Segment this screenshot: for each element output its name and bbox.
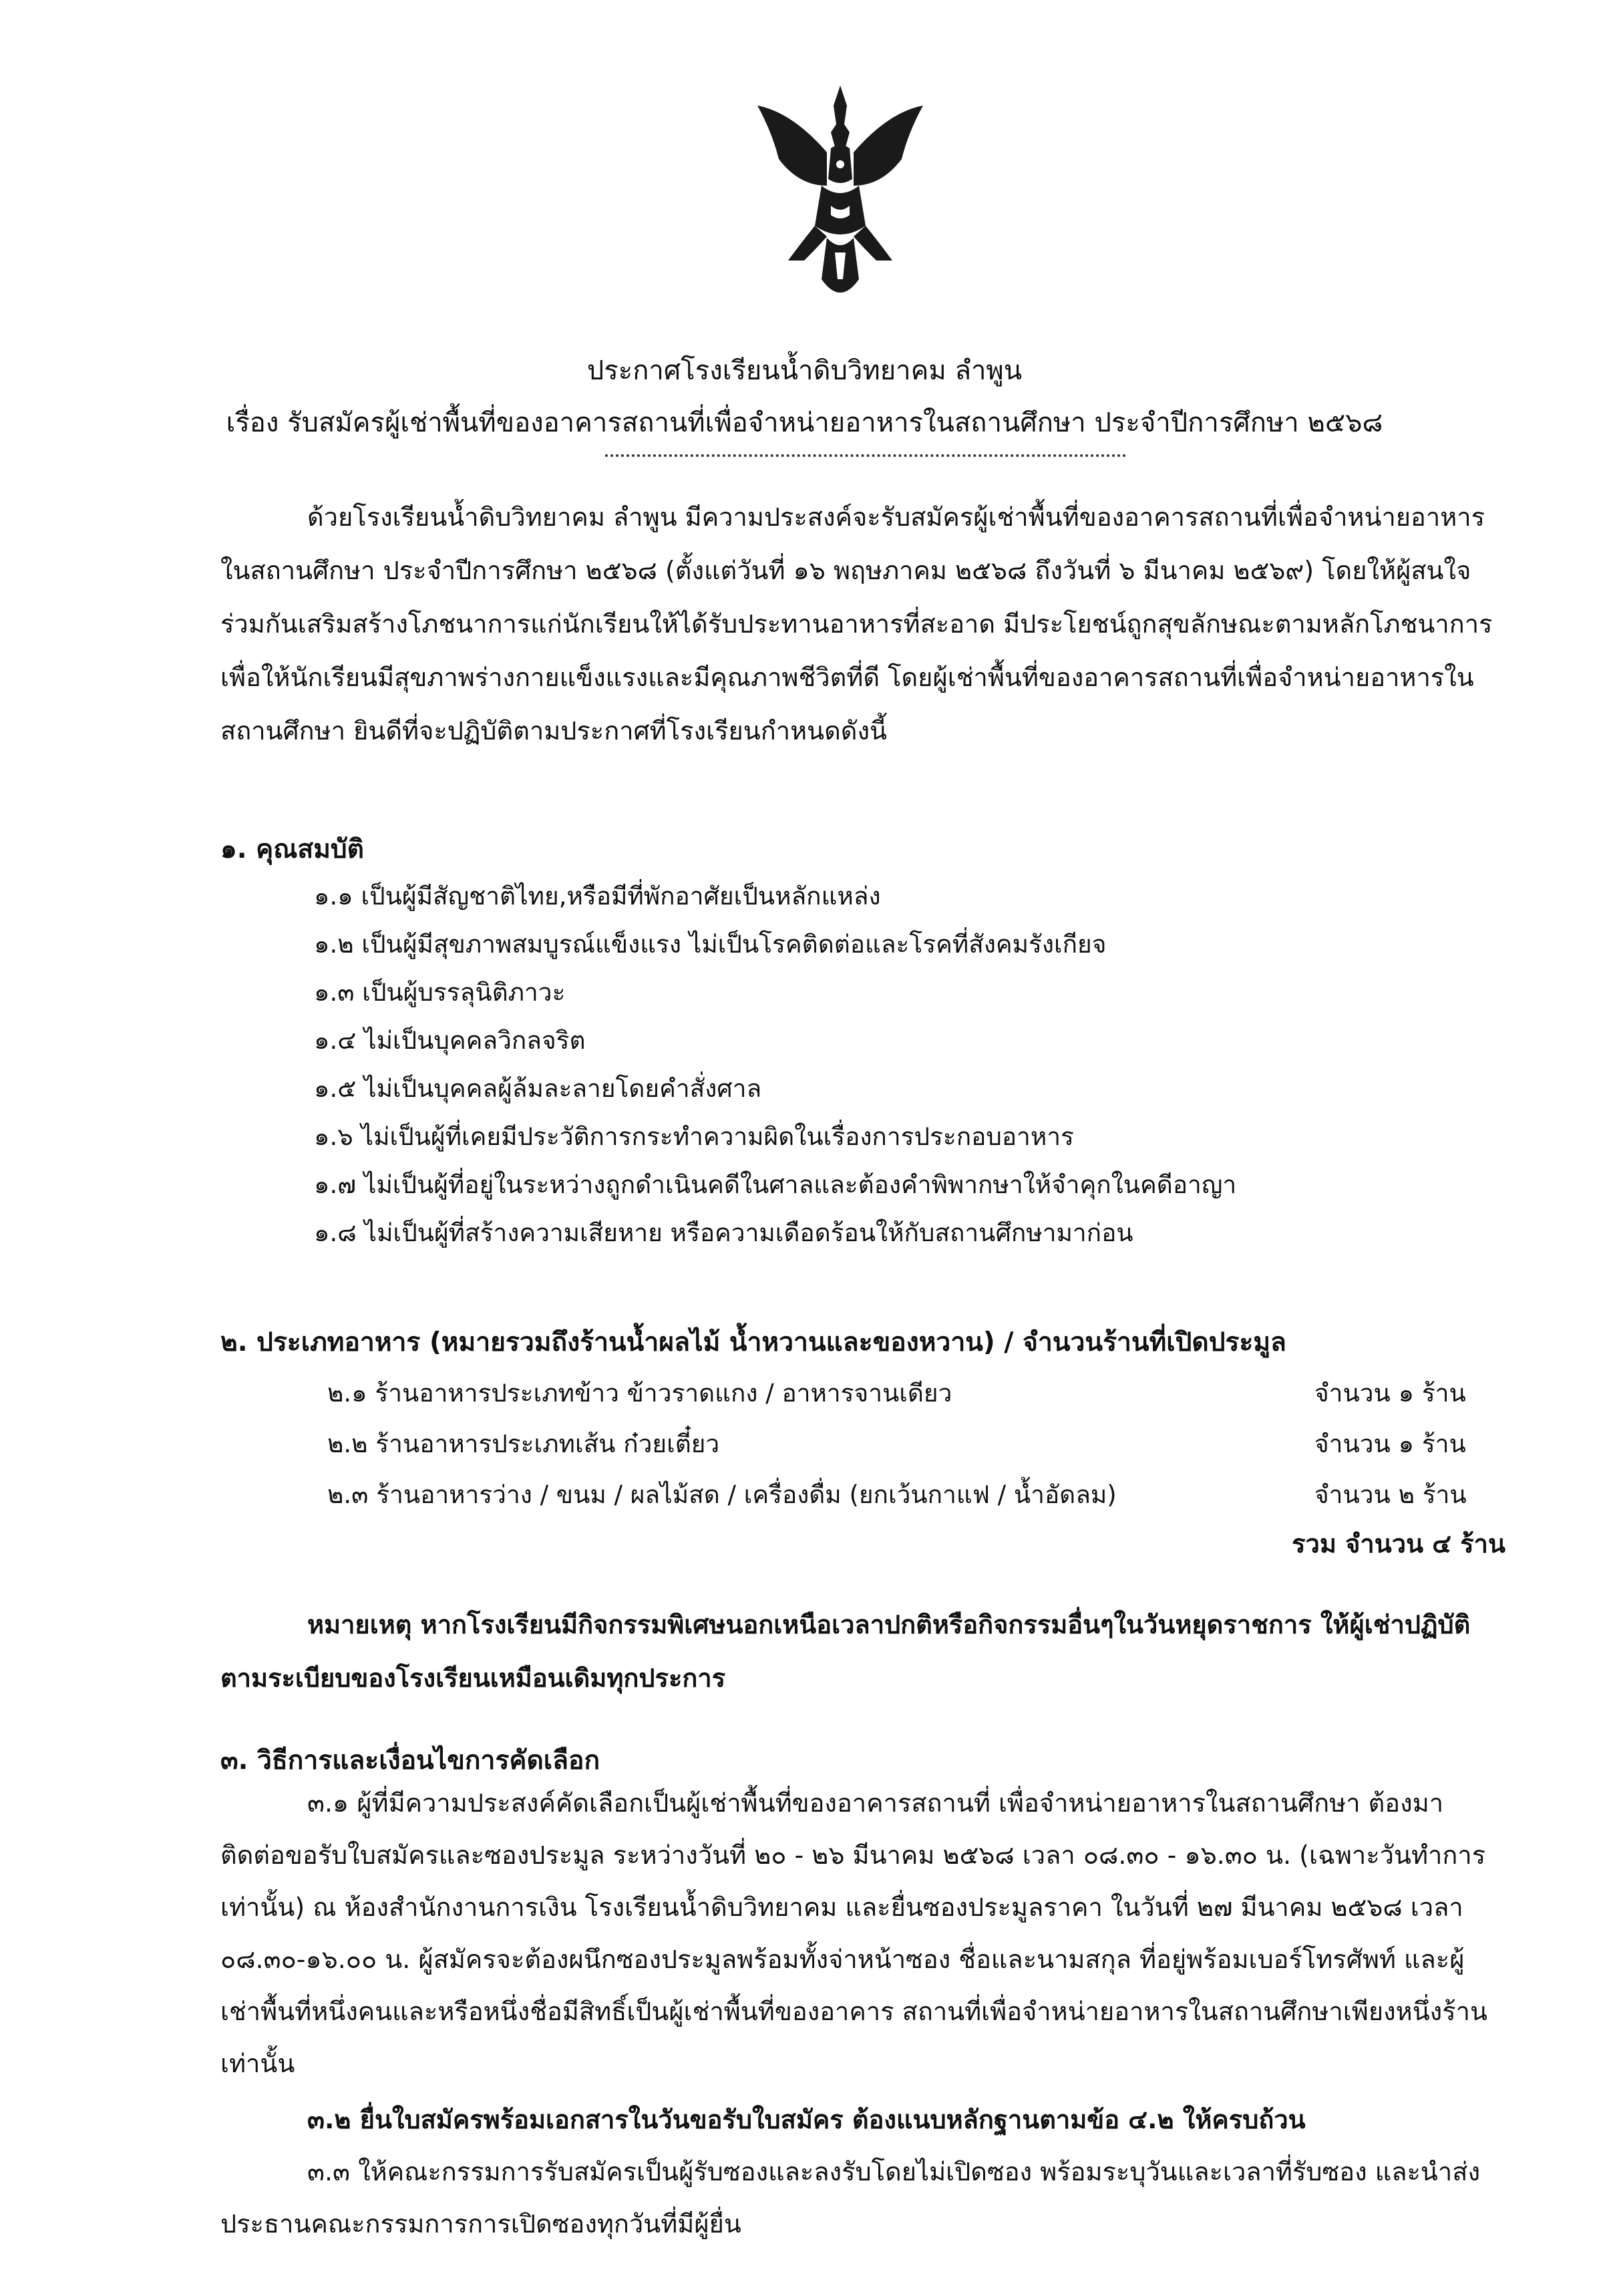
garuda-emblem-icon [752, 86, 928, 306]
food-type-amount: จำนวน ๑ ร้าน [1314, 1379, 1466, 1408]
shop-total: รวม จำนวน ๔ ร้าน [1292, 1529, 1505, 1559]
section-3-heading: ๓. วิธีการและเงื่อนไขการคัดเลือก [220, 1746, 600, 1776]
intro-paragraph: ด้วยโรงเรียนน้ำดิบวิทยาคม ลำพูน มีความประสงค์จะรับสมัครผู้เช่าพื้นที่ของอาคารสถานที่เพื่อจำหน่ายอาหารในสถานศึกษา ประจำปีการศึกษา ๒๕๖๘ (ตั้งแต่วันที่ ๑๖ พฤษภาคม ๒๕๖๘ ถึงวันที่ ๖ มีนาคม ๒๕๖๙) โดยให้ผู้สนใจร่วมกันเสริมสร้างโภชนาการแก่นักเรียนให้ได้รับประทานอาหารที่สะอาด มีประโยชน์ถูกสุขลักษณะตามหลักโภชนาการ เพื่อให้นักเรียนมีสุขภาพร่างกายแข็งแรงและมีคุณภาพชีวิตที่ดี โดยผู้เช่าพื้นที่ของอาคารสถานที่เพื่อจำหน่ายอาหารในสถานศึกษา ยินดีที่จะปฏิบัติตามประกาศที่โรงเรียนกำหนดดังนี้ [220, 502, 1493, 746]
section-3-2-paragraph: ๓.๒ ยื่นใบสมัครพร้อมเอกสารในวันขอรับใบสมัคร ต้องแนบหลักฐานตามข้อ ๔.๒ ให้ครบถ้วน [307, 2105, 1306, 2134]
section-2-heading: ๒. ประเภทอาหาร (หมายรวมถึงร้านน้ำผลไม้ น้ำหวานและของหวาน) / จำนวนร้านที่เปิดประมูล [220, 1327, 1286, 1357]
note-paragraph: หมายเหตุ หากโรงเรียนมีกิจกรรมพิเศษนอกเหนือเวลาปกติหรือกิจกรรมอื่นๆในวันหยุดราชการ ให้ผู้เช่าปฏิบัติตามระเบียบของโรงเรียนเหมือนเดิมทุกประการ [220, 1610, 1471, 1693]
section-1-heading: ๑. คุณสมบัติ [220, 834, 365, 864]
qualification-item: ๑.๗ ไม่เป็นผู้ที่อยู่ในระหว่างถูกดำเนินคดีในศาลและต้องคำพิพากษาให้จำคุกในคดีอาญา [314, 1170, 1237, 1199]
section-3-3-paragraph: ๓.๓ ให้คณะกรรมการรับสมัครเป็นผู้รับซองและลงรับโดยไม่เปิดซอง พร้อมระบุวันและเวลาที่รับซอง และนำส่งประธานคณะกรรมการการเปิดซองทุกวันที่มีผู้ยื่น [220, 2157, 1480, 2239]
qualification-item: ๑.๔ ไม่เป็นบุคคลวิกลจริต [314, 1026, 586, 1055]
announcement-subject: เรื่อง รับสมัครผู้เช่าพื้นที่ของอาคารสถานที่เพื่อจำหน่ายอาหารในสถานศึกษา ประจำปีการศึกษา ๒๕๖๘ [226, 407, 1383, 438]
qualification-item: ๑.๒ เป็นผู้มีสุขภาพสมบูรณ์แข็งแรง ไม่เป็นโรคติดต่อและโรคที่สังคมรังเกียจ [314, 930, 1107, 959]
dotted-divider [605, 454, 1126, 457]
food-type-item: ๒.๓ ร้านอาหารว่าง / ขนม / ผลไม้สด / เครื่องดื่ม (ยกเว้นกาแฟ / น้ำอัดลม) [327, 1480, 1117, 1509]
food-type-item: ๒.๑ ร้านอาหารประเภทข้าว ข้าวราดแกง / อาหารจานเดียว [327, 1379, 952, 1408]
qualification-item: ๑.๑ เป็นผู้มีสัญชาติไทย,หรือมีที่พักอาศัยเป็นหลักแหล่ง [314, 882, 881, 911]
section-3-1-paragraph: ๓.๑ ผู้ที่มีความประสงค์คัดเลือกเป็นผู้เช่าพื้นที่ของอาคารสถานที่ เพื่อจำหน่ายอาหารในสถานศึกษา ต้องมาติดต่อขอรับใบสมัครและซองประมูล ระหว่างวันที่ ๒๐ - ๒๖ มีนาคม ๒๕๖๘ เวลา ๐๘.๓๐ - ๑๖.๓๐ น. (เฉพาะวันทำการเท่านั้น) ณ ห้องสำนักงานการเงิน โรงเรียนน้ำดิบวิทยาคม และยื่นซองประมูลราคา ในวันที่ ๒๗ มีนาคม ๒๕๖๘ เวลา ๐๘.๓๐-๑๖.๐๐ น. ผู้สมัครจะต้องผนึกซองประมูลพร้อมทั้งจ่าหน้าซอง ชื่อและนามสกุล ที่อยู่พร้อมเบอร์โทรศัพท์ และผู้เช่าพื้นที่หนึ่งคนและหรือหนึ่งชื่อมีสิทธิ์เป็นผู้เช่าพื้นที่ของอาคาร สถานที่เพื่อจำหน่ายอาหารในสถานศึกษาเพียงหนึ่งร้านเท่านั้น [220, 1788, 1487, 2078]
announcement-title: ประกาศโรงเรียนน้ำดิบวิทยาคม ลำพูน [586, 355, 1023, 386]
qualification-item: ๑.๘ ไม่เป็นผู้ที่สร้างความเสียหาย หรือความเดือดร้อนให้กับสถานศึกษามาก่อน [314, 1218, 1133, 1247]
food-type-item: ๒.๒ ร้านอาหารประเภทเส้น ก๋วยเตี๋ยว [327, 1430, 720, 1458]
qualification-item: ๑.๖ ไม่เป็นผู้ที่เคยมีประวัติการกระทำความผิดในเรื่องการประกอบอาหาร [314, 1122, 1074, 1151]
qualification-item: ๑.๕ ไม่เป็นบุคคลผู้ล้มละลายโดยคำสั่งศาล [314, 1074, 762, 1103]
food-type-amount: จำนวน ๑ ร้าน [1314, 1430, 1466, 1458]
food-type-amount: จำนวน ๒ ร้าน [1314, 1480, 1467, 1509]
qualification-item: ๑.๓ เป็นผู้บรรลุนิติภาวะ [314, 978, 566, 1007]
